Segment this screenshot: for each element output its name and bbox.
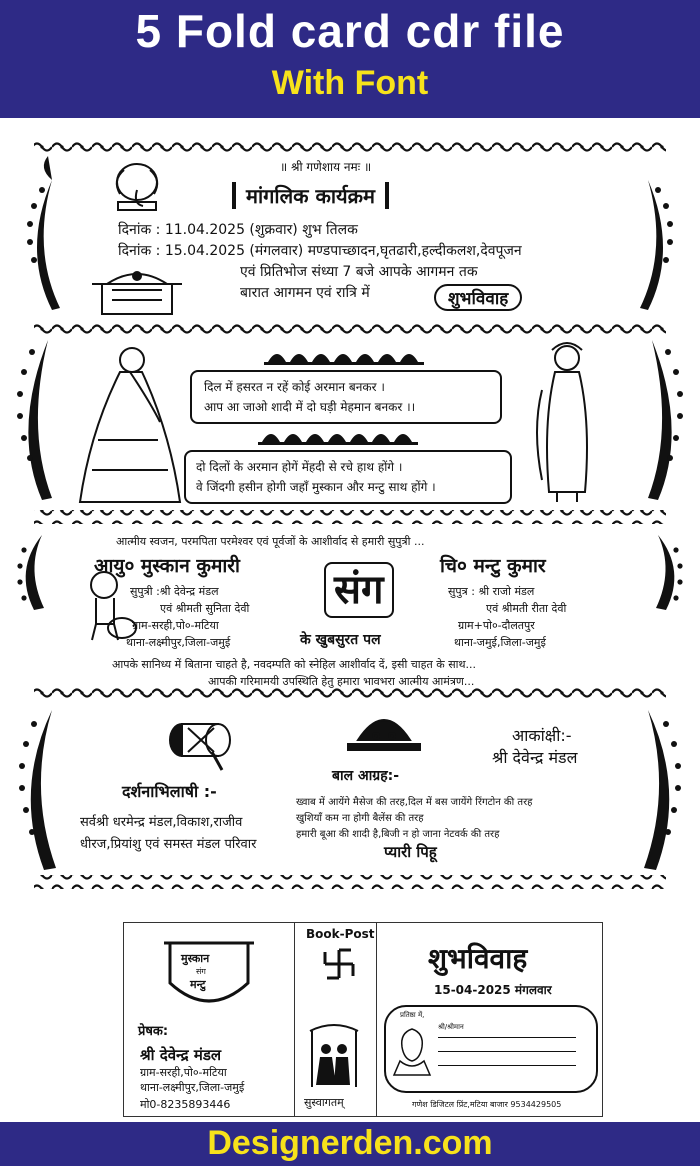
akanshi-name: श्री देवेन्द्र मंडल — [492, 748, 578, 767]
wedding-date: 15-04-2025 मंगलवार — [434, 983, 552, 997]
sender-name: श्री देवेन्द्र मंडल — [140, 1046, 222, 1064]
mandap-couple-icon — [306, 1023, 362, 1089]
bal-signature: प्यारी पिहू — [384, 843, 437, 861]
book-post-label: Book-Post — [306, 927, 375, 941]
bride-line-3: ग्राम-सरही,पो०-मटिया — [132, 619, 219, 632]
event-line-2: दिनांक : 15.04.2025 (मंगलवार) मण्डपाच्छादन,घृतढारी,हल्दीकलश,देवपूजन — [118, 243, 522, 259]
bal-aagrah-label: बाल आग्रह:- — [332, 768, 400, 784]
envelope-panel — [123, 922, 603, 1117]
bal-line-1: ख्वाब में आयेंगे मैसेज की तरह,दिल में बस जायेंगे रिंगटोन की तरह — [296, 797, 533, 808]
sender-line-2: थाना-लक्ष्मीपुर,जिला-जमुई — [140, 1081, 245, 1094]
floral-left-1-icon — [27, 156, 60, 310]
crest-top-text: मुस्कान — [181, 952, 210, 965]
quote-1-line-b: आप आ जाओ शादी में दो घड़ी मेहमान बनकर ।। — [204, 400, 416, 414]
bride-line-2: एवं श्रीमती सुनिता देवी — [160, 602, 250, 615]
child-drummer-icon — [91, 572, 136, 640]
darshan-line-2: धीरज,प्रियांशु एवं समस्त मंडल परिवार — [80, 837, 257, 852]
groom-figure-icon — [537, 343, 587, 502]
to-label: प्रतिष्ठा में, — [400, 1011, 425, 1019]
quote-1-line-a: दिल में हसरत न रहें कोई अरमान बनकर । — [204, 380, 385, 394]
bal-line-2: खुशियाँ कम ना होगी बैलेंस की तरह — [296, 813, 424, 824]
footer-band — [0, 1122, 700, 1166]
floral-right-3-icon — [656, 535, 683, 610]
floral-right-1-icon — [640, 180, 673, 310]
quote-box-1 — [190, 370, 502, 424]
address-line-3 — [438, 1065, 576, 1066]
header-title: 5 Fold card cdr file — [135, 5, 565, 57]
shubh-vivah-badge: शुभविवाह — [434, 284, 522, 311]
sender-line-1: ग्राम-सरही,पो०-मटिया — [140, 1066, 227, 1079]
peeking-child-icon — [348, 720, 420, 750]
floral-left-3-icon — [17, 535, 44, 610]
mangalik-heading: मांगलिक कार्यक्रम — [232, 182, 389, 209]
bal-line-3: हमारी बूआ की शादी है,बिजी न हो जाना नेटवर्क की तरह — [296, 829, 500, 840]
lotus-row-2-icon — [258, 434, 418, 445]
dholak-icon — [170, 724, 230, 770]
groom-line-4: थाना-जमुई,जिला-जमुई — [454, 636, 546, 649]
envelope-divider-2 — [376, 923, 377, 1116]
sender-label: प्रेषक: — [138, 1024, 169, 1039]
crest-bottom-text: मन्टु — [190, 978, 206, 991]
address-box — [384, 1005, 598, 1093]
border-top — [34, 142, 666, 156]
bride-line-1: सुपुत्री :श्री देवेन्द्र मंडल — [130, 585, 219, 598]
border-divider-1 — [34, 320, 666, 334]
groom-line-1: सुपुत्र : श्री राजो मंडल — [448, 585, 535, 598]
akanshi-label: आकांक्षी:- — [512, 726, 572, 745]
intro-line: आत्मीय स्वजन, परमपिता परमेश्वर एवं पूर्वजों के आशीर्वाद से हमारी सुपुत्री ... — [116, 535, 425, 548]
footer-site[interactable]: Designerden.com — [207, 1124, 493, 1162]
invocation-text: ॥ श्री गणेशाय नमः ॥ — [280, 160, 372, 174]
floral-left-4-icon — [19, 710, 56, 870]
bride-figure-icon — [80, 348, 180, 502]
sender-mobile: मो0-8235893446 — [140, 1098, 231, 1111]
moment-text: के खुबसुरत पल — [300, 632, 381, 648]
crest-icon — [164, 937, 254, 1017]
event-line-4: बारात आगमन एवं रात्रि में — [240, 285, 370, 301]
groom-line-3: ग्राम+पो०-दौलतपुर — [458, 619, 535, 632]
lotus-row-1-icon — [264, 354, 424, 365]
palanquin-icon — [92, 272, 182, 314]
ganesh-icon — [117, 164, 157, 210]
groom-line-2: एवं श्रीमती रीता देवी — [486, 602, 567, 615]
event-line-3: एवं प्रितिभोज संध्या 7 बजे आपके आगमन तक — [240, 264, 478, 280]
welcome-text: सुस्वागतम् — [304, 1096, 344, 1109]
address-line-1 — [438, 1037, 576, 1038]
wedding-title: शुभविवाह — [428, 942, 528, 975]
quote-2-line-b: वे जिंदगी हसीन होगी जहाँ मुस्कान और मन्टु साथ होंगे । — [196, 480, 436, 494]
crest-mid-text: संग — [196, 967, 206, 976]
border-bottom — [34, 875, 666, 889]
to-name: श्री/श्रीमान — [438, 1023, 464, 1031]
floral-right-4-icon — [644, 710, 681, 870]
printer-credit: गणेश डिजिटल प्रिंट,मटिया बाजार 9534429505 — [412, 1100, 562, 1109]
event-line-1: दिनांक : 11.04.2025 (शुक्रवार) शुभ तिलक — [118, 222, 358, 238]
border-divider-3 — [34, 688, 666, 702]
address-line-2 — [438, 1051, 576, 1052]
invitation-card — [12, 140, 688, 895]
bride-sketch-icon — [392, 1025, 432, 1077]
closing-line-2: आपकी गरिमामयी उपस्थिति हेतु हमारा भावभरा आत्मीय आमंत्रण... — [208, 675, 475, 688]
sang-emblem: संग — [324, 562, 394, 618]
groom-name: चि० मन्टु कुमार — [440, 555, 546, 577]
darshan-label: दर्शनाभिलाषी :- — [122, 782, 217, 801]
envelope-divider-1 — [294, 923, 295, 1116]
quote-box-2 — [184, 450, 512, 504]
closing-line-1: आपके सानिध्य में बिताना चाहते है, नवदम्पति को स्नेहिल आशीर्वाद दें, इसी चाहत के साथ... — [112, 658, 476, 671]
swastika-icon — [322, 947, 356, 981]
bride-name: आयु० मुस्कान कुमारी — [94, 555, 240, 577]
header-subtitle: With Font — [271, 64, 429, 102]
border-divider-2 — [34, 510, 666, 524]
darshan-line-1: सर्वश्री धरमेन्द्र मंडल,विकाश,राजीव — [80, 815, 243, 830]
floral-left-2-icon — [17, 340, 52, 500]
floral-right-2-icon — [648, 340, 683, 500]
bride-line-4: थाना-लक्ष्मीपुर,जिला-जमुई — [126, 636, 231, 649]
header-band — [0, 0, 700, 118]
quote-2-line-a: दो दिलों के अरमान होगें मेंहदी से रचे हाथ होंगे । — [196, 460, 403, 474]
